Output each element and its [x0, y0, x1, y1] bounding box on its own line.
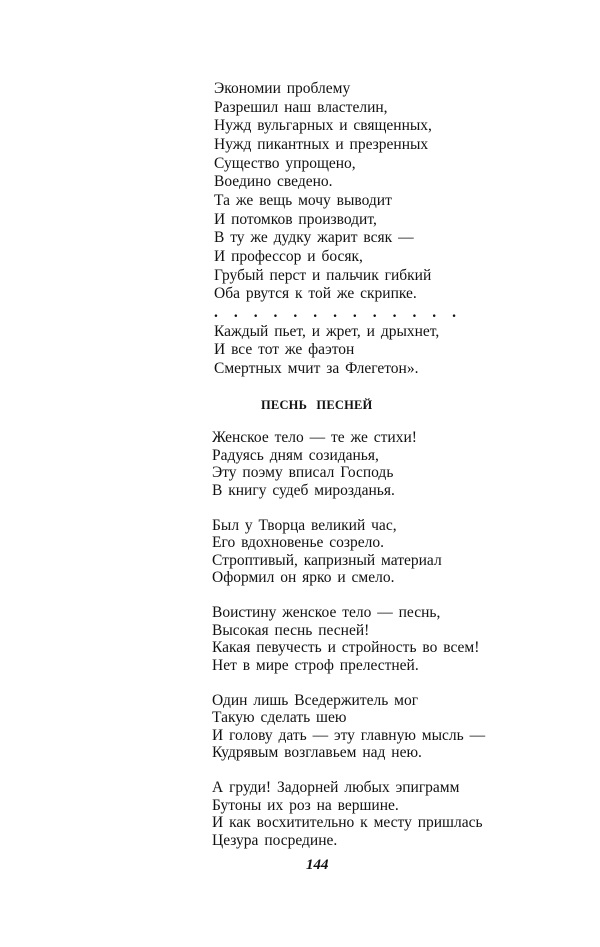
verse-line: Разрешил наш властелин,: [214, 98, 388, 116]
verse-line: И все тот же фаэтон: [214, 341, 355, 359]
continued-poem-lines-after: [214, 323, 456, 379]
verse-line: Воистину женское тело — песнь,: [212, 604, 441, 621]
separator-dot: .: [253, 303, 258, 321]
separator-dot: .: [392, 303, 397, 321]
verse-line: Строптивый, капризный материал: [212, 551, 442, 569]
verse-line: Оба рвутся к той же скрипке.: [214, 285, 417, 303]
separator-dot: .: [313, 303, 318, 321]
verse-line: Радуясь дням созиданья,: [212, 446, 379, 464]
verse-line: Высокая песнь песней!: [212, 621, 370, 639]
poem-body: [212, 429, 485, 867]
verse-line: Бутоны их роз на вершине.: [212, 796, 399, 814]
verse-line: Эту поэму вписал Господь: [212, 464, 394, 481]
separator-dot: .: [372, 303, 377, 321]
verse-line: Каждый пьет, и жрет, и дрыхнет,: [214, 322, 440, 340]
separator-dot: .: [333, 303, 337, 321]
separator-dot: .: [432, 303, 437, 321]
verse-line: В ту же дудку жарит всяк —: [214, 229, 414, 247]
verse-line: И потомков производит,: [214, 210, 377, 228]
verse-line: В книгу судеб мирозданья.: [212, 481, 395, 499]
verse-line: Существо упрощено,: [214, 154, 356, 172]
continued-poem-lines-before: [214, 80, 456, 304]
verse-line: Смертных мчит за Флегетон».: [214, 359, 419, 377]
stanza: [212, 779, 485, 849]
verse-line: Грубый перст и пальчик гибкий: [214, 266, 432, 284]
stanza: [212, 429, 485, 499]
separator-dot: .: [452, 303, 456, 321]
verse-line: Цезура посредине.: [212, 831, 338, 849]
verse-line: Его вдохновенье созрело.: [212, 534, 385, 551]
verse-line: И как восхитительно к месту пришлась: [212, 814, 483, 831]
separator-dot: .: [412, 303, 417, 321]
verse-line: Воедино сведено.: [214, 173, 333, 191]
verse-line: Был у Творца великий час,: [212, 516, 397, 534]
verse-line: Нет в мире строф прелестней.: [212, 656, 419, 674]
continued-poem: [214, 80, 456, 379]
verse-line: Какая певучесть и стройность во всем!: [212, 639, 480, 656]
page-number: 144: [306, 857, 329, 873]
verse-line: Такую сделать шею: [212, 709, 347, 726]
ellipsis-separator: [214, 304, 456, 323]
verse-line: И голову дать — эту главную мысль —: [212, 726, 486, 744]
verse-line: Экономии проблему: [214, 80, 351, 97]
verse-line: Та же вещь мочу выводит: [214, 191, 392, 209]
stanza: [212, 692, 485, 762]
separator-dot: .: [273, 303, 278, 321]
verse-line: Кудрявым возглавьем над нею.: [212, 744, 422, 761]
separator-dot: .: [233, 303, 238, 321]
verse-line: Один лишь Вседержитель мог: [212, 691, 419, 709]
stanza: [212, 517, 485, 587]
verse-line: Нужд вульгарных и священных,: [214, 117, 432, 135]
verse-line: Женское тело — те же стихи!: [212, 429, 417, 446]
verse-line: Оформил он ярко и смело.: [212, 569, 395, 586]
poem-title: ПЕСНЬ ПЕСНЕЙ: [261, 398, 373, 412]
verse-line: А груди! Задорней любых эпиграмм: [212, 779, 460, 796]
stanza: [212, 604, 485, 674]
separator-dot: .: [293, 303, 298, 321]
verse-line: Нужд пикантных и презренных: [214, 135, 429, 153]
separator-dot: .: [352, 303, 357, 321]
separator-dot: .: [214, 303, 218, 321]
verse-line: И профессор и босяк,: [214, 247, 363, 265]
